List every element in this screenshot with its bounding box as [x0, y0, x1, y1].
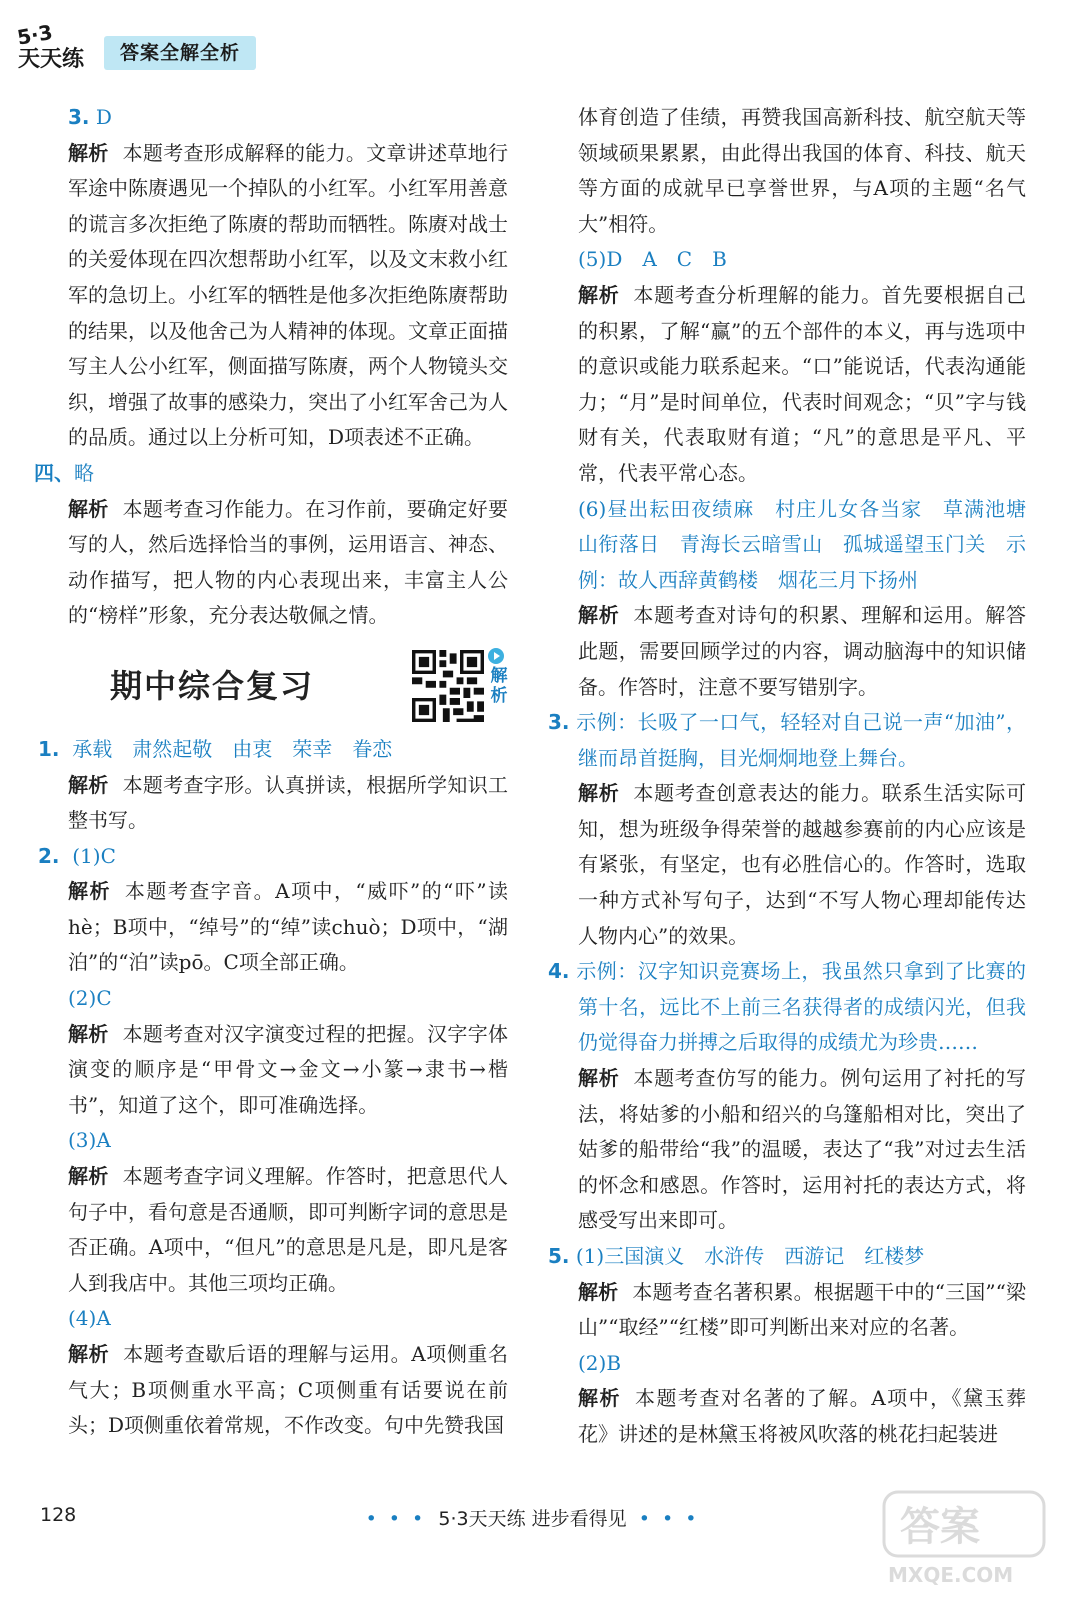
answer-line: 3. 示例：长吸了一口气，轻轻对自己说一声“加油”，继而昂首挺胸，目光炯炯地登上舞台。 — [548, 710, 1026, 770]
section-heading — [38, 640, 508, 732]
analysis-paragraph: 解析 本题考查对诗句的积累、理解和运用。解答此题，需要回顾学过的内容，调动脑海中的知识储备。作答时，注意不要写错别字。 — [578, 603, 1027, 699]
answer-line: (4)A — [68, 1306, 111, 1331]
left-column — [34, 100, 509, 1444]
answer-line: (6)昼出耘田夜绩麻 村庄儿女各当家 草满池塘 山衔落日 青海长云暗雪山 孤城遥望玉门关 示例：故人西辞黄鹤楼 烟花三月下扬州 — [578, 496, 1046, 592]
analysis-paragraph: 解析 本题考查字音。A项中，“威吓”的“吓”读hè；B项中，“绰号”的“绰”读chuò；D项中，“湖泊”的“泊”读pō。C项全部正确。 — [68, 879, 509, 975]
page-number: 128 — [40, 1504, 77, 1526]
analysis-paragraph: 解析 本题考查字形。认真拼读，根据所学知识工整书写。 — [68, 772, 509, 833]
analysis-paragraph: 体育创造了佳绩，再赞我国高新科技、航空航天等领域硕果累累，由此得出我国的体育、科技、航天等方面的成就早已享誉世界，与A项的主题“名气大”相符。 — [578, 105, 1026, 236]
right-column — [548, 100, 1046, 1453]
qr-label: 解析 — [488, 648, 510, 706]
analysis-paragraph: 解析 本题考查字词义理解。作答时，把意思代人句子中，看句意是否通顺，即可判断字词的意思是否正确。A项中，“但凡”的意思是凡是，即凡是客人到我店中。其他三项均正确。 — [68, 1164, 509, 1295]
answer-line: 四、略 — [34, 460, 94, 485]
footer-slogan: • • • 5·3天天练 进步看得见 • • • — [365, 1508, 700, 1530]
answer-line: (3)A — [68, 1128, 111, 1153]
svg-text:5·3: 5·3 — [15, 20, 55, 50]
analysis-paragraph: 解析 本题考查形成解释的能力。文章讲述草地行军途中陈赓遇见一个掉队的小红军。小红军用善意的谎言多次拒绝了陈赓的帮助而牺牲。陈赓对战士的关爱体现在四次想帮助小红军，以及文末救小红军的急切上。小红军的牺牲是他多次拒绝陈赓帮助的结果，以及他舍己为人精神的体现。文章正面描写主人公小红军，侧面描写陈赓，两个人物镜头交织，增强了故事的感染力，突出了小红军舍己为人的品质。通过以上分析可知，D项表述不正确。 — [68, 140, 509, 450]
analysis-paragraph: 解析 本题考查创意表达的能力。联系生活实际可知，想为班级争得荣誉的越越参赛前的内心应该是有紧张，有坚定，也有必胜信心的。作答时，选取一种方式补写句子，达到“不写人物心理却能传达人物内心”的效果。 — [578, 781, 1027, 948]
analysis-paragraph: 解析 本题考查名著积累。根据题干中的“三国”“梁山”“取经”“红楼”即可判断出来对应的名著。 — [578, 1279, 1026, 1340]
answer-line: (5)D A C B — [578, 247, 727, 272]
watermark-logo — [880, 1488, 1050, 1588]
qr-code-icon[interactable] — [412, 650, 484, 722]
section-title: 期中综合复习 — [110, 666, 315, 705]
analysis-paragraph: 解析 本题考查歇后语的理解与运用。A项侧重名气大；B项侧重水平高；C项侧重有话要说在前头；D项侧重依着常规，不作改变。句中先赞我国 — [68, 1342, 508, 1438]
answer-line: 1. 承载 肃然起敬 由衷 荣幸 眷恋 — [38, 736, 393, 761]
header-tag: 答案全解全析 — [104, 36, 256, 70]
answer-line: 4. 示例：汉字知识竞赛场上，我虽然只拿到了比赛的第十名，远比不上前三名获得者的成绩闪光，但我仍觉得奋力拼搏之后取得的成绩尤为珍贵…… — [548, 959, 1027, 1055]
analysis-paragraph: 解析 本题考查分析理解的能力。首先要根据自己的积累，了解“赢”的五个部件的本义，再与选项中的意识或能力联系起来。“口”能说话，代表沟通能力；“月”是时间单位，代表时间观念；“贝”字与钱财有关，代表取财有道；“凡”的意思是平凡、平常，代表平常心态。 — [578, 282, 1027, 485]
answer-line: (2)B — [578, 1350, 622, 1375]
brand-logo — [14, 20, 104, 72]
svg-text:答案: 答案 — [900, 1504, 980, 1550]
analysis-paragraph: 解析 本题考查对汉字演变过程的把握。汉字字体演变的顺序是“甲骨文→金文→小篆→隶书→楷书”，知道了这个，即可准确选择。 — [68, 1021, 509, 1117]
answer-line: 2. (1)C — [38, 843, 116, 868]
answer-line: 5. (1)三国演义 水浒传 西游记 红楼梦 — [548, 1244, 925, 1268]
answer-line: (2)C — [68, 986, 112, 1011]
svg-text:天天练: 天天练 — [18, 47, 85, 72]
answer-text: D — [95, 105, 112, 129]
play-icon — [488, 648, 504, 664]
analysis-paragraph: 解析 本题考查对名著的了解。A项中，《黛玉葬花》讲述的是林黛玉将被风吹落的桃花扫起装进 — [578, 1386, 1027, 1446]
analysis-paragraph: 解析 本题考查习作能力。在习作前，要确定好要写的人，然后选择恰当的事例，运用语言、神态、动作描写，把人物的内心表现出来，丰富主人公的“榜样”形象，充分表达敬佩之情。 — [68, 496, 509, 628]
answer-line: 3. D — [68, 105, 112, 129]
analysis-paragraph: 解析 本题考查仿写的能力。例句运用了衬托的写法，将姑爹的小船和绍兴的乌篷船相对比，突出了姑爹的船带给“我”的温暖，表达了“我”对过去生活的怀念和感恩。作答时，运用衬托的表达方式，将感受写出来即可。 — [578, 1066, 1027, 1233]
svg-text:MXQE.COM: MXQE.COM — [888, 1563, 1014, 1587]
